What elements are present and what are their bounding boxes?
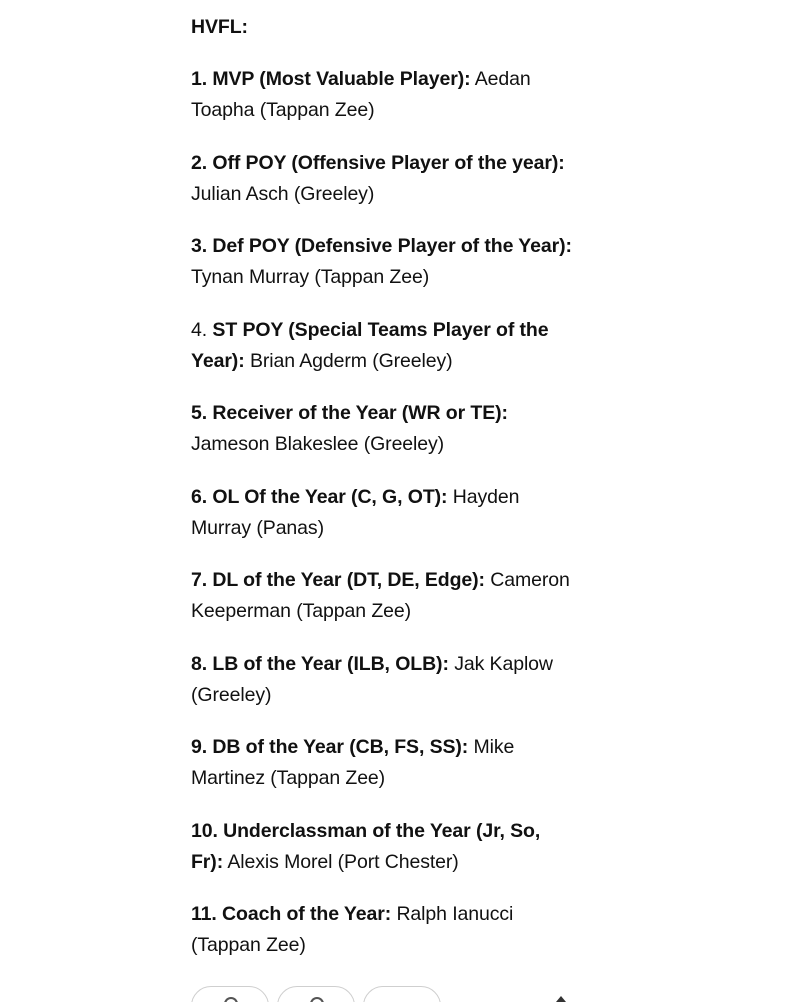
award-item bbox=[191, 649, 576, 711]
award-winner: Aedan Toapha (Tappan Zee) bbox=[191, 68, 531, 121]
award-winner: Tynan Murray (Tappan Zee) bbox=[191, 266, 430, 288]
award-label: 6. OL Of the Year (C, G, OT): bbox=[191, 485, 448, 508]
award-winner: Brian Agderm (Greeley) bbox=[249, 349, 453, 372]
award-item bbox=[191, 482, 576, 544]
section-heading: HVFL: bbox=[191, 16, 248, 38]
award-label: 3. Def POY (Defensive Player of the Year): bbox=[191, 235, 572, 257]
like-button[interactable] bbox=[191, 986, 269, 1002]
award-label: ST POY (Special Teams Player of the Year): bbox=[191, 318, 549, 372]
award-label: 1. MVP (Most Valuable Player): bbox=[191, 68, 471, 90]
award-label: 10. Underclassman of the Year (Jr, So, Fr): bbox=[191, 819, 541, 873]
award-winner: Jak Kaplow (Greeley) bbox=[191, 652, 553, 706]
award-item bbox=[191, 315, 576, 377]
award-winner: Julian Asch (Greeley) bbox=[191, 182, 375, 205]
award-winner: Hayden Murray (Panas) bbox=[191, 485, 520, 539]
share-icon[interactable] bbox=[554, 996, 568, 1002]
restack-button[interactable] bbox=[363, 986, 441, 1002]
award-item bbox=[191, 64, 576, 126]
award-winner: Jameson Blakeslee (Greeley) bbox=[191, 433, 445, 455]
award-label: 8. LB of the Year (ILB, OLB): bbox=[191, 652, 449, 675]
award-item bbox=[191, 148, 576, 210]
award-item bbox=[191, 899, 576, 961]
article-body bbox=[191, 12, 576, 983]
comment-icon bbox=[310, 997, 324, 1002]
award-item bbox=[191, 398, 576, 460]
award-label: 9. DB of the Year (CB, FS, SS): bbox=[191, 736, 469, 758]
award-label: 11. Coach of the Year: bbox=[191, 903, 392, 925]
award-number: 4. bbox=[191, 318, 208, 341]
heart-icon bbox=[224, 997, 238, 1002]
award-label: 5. Receiver of the Year (WR or TE): bbox=[191, 402, 508, 424]
award-winner: Cameron Keeperman (Tappan Zee) bbox=[191, 569, 570, 622]
award-winner: Ralph Ianucci (Tappan Zee) bbox=[191, 903, 514, 956]
award-item bbox=[191, 732, 576, 794]
comment-button[interactable] bbox=[277, 986, 355, 1002]
award-label: 2. Off POY (Offensive Player of the year): bbox=[191, 151, 565, 174]
award-winner: Mike Martinez (Tappan Zee) bbox=[191, 736, 515, 789]
award-item bbox=[191, 231, 576, 293]
award-label: 7. DL of the Year (DT, DE, Edge): bbox=[191, 569, 485, 591]
award-item bbox=[191, 565, 576, 627]
award-item bbox=[191, 816, 576, 878]
award-winner: Alexis Morel (Port Chester) bbox=[227, 850, 459, 873]
